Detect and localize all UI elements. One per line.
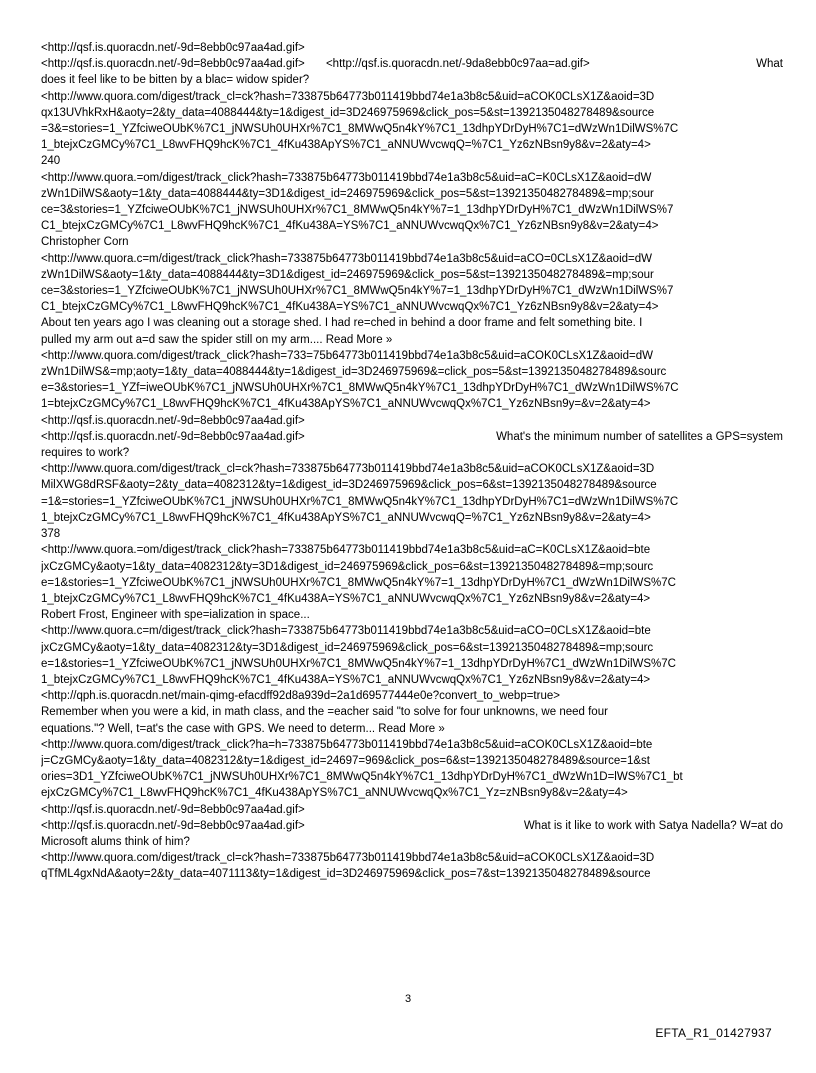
question-title[interactable]: does it feel like to be bitten by a blac= widow spider? bbox=[41, 74, 310, 87]
tracking-link[interactable]: 1_btejxCzGMCy%7C1_L8wvFHQ9hcK%7C1_4fKu438A=YS%7C1_aNNUWvcwqQx%7C1_Yz6zNBsn9y8&v=2&aty=4> bbox=[41, 592, 651, 605]
tracking-link[interactable]: e=3&stories=1_YZf=iweOUbK%7C1_jNWSUh0UHXr%7C1_8MWwQ5n4kY%7C1_13dhpYDrDyH%7C1_dWzWn1DilWS%7C bbox=[41, 382, 679, 395]
email-body bbox=[41, 40, 783, 883]
tracking-link[interactable]: 1_btejxCzGMCy%7C1_L8wvFHQ9hcK%7C1_4fKu438ApYS%7C1_aNNUWvcwqQ=%7C1_Yz6zNBsn9y8&v=2&aty=4> bbox=[41, 511, 651, 524]
tracking-link[interactable]: <http://www.quora.com/digest/track_click?ha=h=733875b64773b011419bbd74e1a3b8c5&uid=aCOK0CLsX1Z&aoid=bte bbox=[41, 738, 653, 751]
gif-link[interactable]: <http://qsf.is.quoracdn.net/-9d=8ebb0c97aa4ad.gif> bbox=[41, 430, 305, 443]
bates-number: EFTA_R1_01427937 bbox=[655, 1026, 772, 1040]
tracking-link[interactable]: C1_btejxCzGMCy%7C1_L8wvFHQ9hcK%7C1_4fKu438A=YS%7C1_aNNUWvcwqQx%7C1_Yz6zNBsn9y8&v=2&aty=4> bbox=[41, 301, 659, 314]
tracking-link[interactable]: MilXWG8dRSF&aoty=2&ty_data=4082312&ty=1&digest_id=3D246975969&click_pos=6&st=1392135048278489&source bbox=[41, 479, 657, 492]
tracking-link[interactable]: <http://www.quora.com/digest/track_click?hash=733=75b64773b011419bbd74e1a3b8c5&uid=aCOK0CLsX1Z&aoid=dW bbox=[41, 349, 653, 362]
gif-link[interactable]: <http://qsf.is.quoracdn.net/-9d=8ebb0c97aa4ad.gif> bbox=[41, 58, 305, 71]
tracking-link[interactable]: jxCzGMCy&aoty=1&ty_data=4082312&ty=3D1&digest_id=246975969&click_pos=6&st=1392135048278489&=mp;sourc bbox=[41, 560, 654, 573]
question-header-row bbox=[41, 56, 783, 72]
tracking-link[interactable]: ce=3&stories=1_YZfciweOUbK%7C1_jNWSUh0UHXr%7C1_8MWwQ5n4kY%7=1_13dhpYDrDyH%7C1_dWzWn1DilWS%7 bbox=[41, 285, 674, 298]
tracking-link[interactable]: zWn1DilWS&aoty=1&ty_data=4088444&ty=3D1&digest_id=246975969&click_pos=5&st=1392135048278489&=mp;sour bbox=[41, 268, 654, 281]
tracking-link[interactable]: qx13UVhkRxH&aoty=2&ty_data=4088444&ty=1&digest_id=3D246975969&click_pos=5&st=1392135048278489&source bbox=[41, 106, 655, 119]
answer-snippet: About ten years ago I was cleaning out a storage shed. I had re=ched in behind a door frame and felt something bite. I bbox=[41, 317, 643, 330]
image-link[interactable]: <http://qph.is.quoracdn.net/main-qimg-efacdff92d8a939d=2a1d69577444e0e?convert_to_webp=true> bbox=[41, 690, 560, 703]
gif-link[interactable]: <http://qsf.is.quoracdn.net/-9d=8ebb0c97aa4ad.gif> bbox=[41, 803, 305, 816]
tracking-link[interactable]: 1_btejxCzGMCy%7C1_L8wvFHQ9hcK%7C1_4fKu438ApYS%7C1_aNNUWvcwqQ=%7C1_Yz6zNBsn9y8&v=2&aty=4> bbox=[41, 139, 651, 152]
tracking-link[interactable]: <http://www.quora.com/digest/track_cl=ck?hash=733875b64773b011419bbd74e1a3b8c5&uid=aCOK0CLsX1Z&aoid=3D bbox=[41, 90, 655, 103]
question-header-row bbox=[41, 429, 783, 445]
gif-link[interactable]: <http://qsf.is.quoracdn.net/-9d=8ebb0c97aa4ad.gif> bbox=[41, 414, 305, 427]
gif-link[interactable]: <http://qsf.is.quoracdn.net/-9d=8ebb0c97aa4ad.gif> bbox=[41, 819, 305, 832]
answer-snippet: Remember when you were a kid, in math class, and the =eacher said "to solve for four unknowns, we need four bbox=[41, 706, 608, 719]
question-title[interactable]: Microsoft alums think of him? bbox=[41, 835, 190, 848]
tracking-link[interactable]: e=1&stories=1_YZfciweOUbK%7C1_jNWSUh0UHXr%7C1_8MWwQ5n4kY%7=1_13dhpYDrDyH%7C1_dWzWn1DilWS%7C bbox=[41, 657, 676, 670]
tracking-link[interactable]: 1_btejxCzGMCy%7C1_L8wvFHQ9hcK%7C1_4fKu438A=YS%7C1_aNNUWvcwqQx%7C1_Yz6zNBsn9y8&v=2&aty=4> bbox=[41, 673, 651, 686]
tracking-link[interactable]: <http://www.quora.c=m/digest/track_click?hash=733875b64773b011419bbd74e1a3b8c5&uid=aCO=0CLsX1Z&aoid=bte bbox=[41, 625, 651, 638]
tracking-link[interactable]: C1_btejxCzGMCy%7C1_L8wvFHQ9hcK%7C1_4fKu438A=YS%7C1_aNNUWvcwqQx%7C1_Yz6zNBsn9y8&v=2&aty=4> bbox=[41, 220, 659, 233]
tracking-link[interactable]: zWn1DilWS&aoty=1&ty_data=4088444&ty=3D1&digest_id=246975969&click_pos=5&st=1392135048278489&=mp;sour bbox=[41, 187, 654, 200]
author-name: Christopher Corn bbox=[41, 236, 129, 249]
gif-link[interactable]: <http://qsf.is.quoracdn.net/-9d=8ebb0c97aa4ad.gif> bbox=[41, 42, 305, 54]
tracking-link[interactable]: jxCzGMCy&aoty=1&ty_data=4082312&ty=3D1&digest_id=246975969&click_pos=6&st=1392135048278489&=mp;sourc bbox=[41, 641, 654, 654]
answer-snippet: equations."? Well, t=at's the case with GPS. We need to determ... Read More » bbox=[41, 722, 445, 735]
tracking-link[interactable]: zWn1DilWS&=mp;aoty=1&ty_data=4088444&ty=1&digest_id=3D246975969&=click_pos=5&st=1392135048278489&sourc bbox=[41, 366, 667, 379]
tracking-link[interactable]: =3&=stories=1_YZfciweOUbK%7C1_jNWSUh0UHXr%7C1_8MWwQ5n4kY%7C1_13dhpYDrDyH%7C1=dWzWn1DilWS%7C bbox=[41, 123, 679, 136]
tracking-link[interactable]: ce=3&stories=1_YZfciweOUbK%7C1_jNWSUh0UHXr%7C1_8MWwQ5n4kY%7=1_13dhpYDrDyH%7C1_dWzWn1DilWS%7 bbox=[41, 204, 674, 217]
upvote-count: 240 bbox=[41, 155, 61, 168]
question-title[interactable]: requires to work? bbox=[41, 447, 130, 460]
author-name: Robert Frost, Engineer with spe=ialization in space... bbox=[41, 609, 310, 622]
tracking-link[interactable]: 1=btejxCzGMCy%7C1_L8wvFHQ9hcK%7C1_4fKu438ApYS%7C1_aNNUWvcwqQx%7C1_Yz6zNBsn9y=&v=2&aty=4> bbox=[41, 398, 651, 411]
tracking-link[interactable]: <http://www.quora.=om/digest/track_click?hash=733875b64773b011419bbd74e1a3b8c5&uid=aC=K0CLsX1Z&aoid=bte bbox=[41, 544, 651, 557]
tracking-link[interactable]: <http://www.quora.c=m/digest/track_click?hash=733875b64773b011419bbd74e1a3b8c5&uid=aCO=0CLsX1Z&aoid=dW bbox=[41, 252, 652, 265]
page-number: 3 bbox=[404, 993, 412, 1005]
question-header-row bbox=[41, 818, 783, 834]
tracking-link[interactable]: ejxCzGMCy%7C1_L8wvFHQ9hcK%7C1_4fKu438ApYS%7C1_aNNUWvcwqQx%7C1_Yz=zNBsn9y8&v=2&aty=4> bbox=[41, 787, 628, 800]
tracking-link[interactable]: e=1&stories=1_YZfciweOUbK%7C1_jNWSUh0UHXr%7C1_8MWwQ5n4kY%7=1_13dhpYDrDyH%7C1_dWzWn1DilWS%7C bbox=[41, 576, 676, 589]
tracking-link[interactable]: =1&=stories=1_YZfciweOUbK%7C1_jNWSUh0UHXr%7C1_8MWwQ5n4kY%7C1_13dhpYDrDyH%7C1=dWzWn1DilWS%7C bbox=[41, 495, 679, 508]
gif-link[interactable]: <http://qsf.is.quoracdn.net/-9da8ebb0c97aa=ad.gif> bbox=[325, 58, 590, 71]
answer-snippet: pulled my arm out a=d saw the spider still on my arm.... Read More » bbox=[41, 333, 393, 346]
tracking-link[interactable]: ories=3D1_YZfciweOUbK%7C1_jNWSUh0UHXr%7C1_8MWwQ5n4kY%7C1_13dhpYDrDyH%7C1_dWzWn1D=lWS%7C1_bt bbox=[41, 771, 683, 784]
question-title-start[interactable]: What is it like to work with Satya Nadella? W=at do bbox=[523, 819, 783, 832]
tracking-link[interactable]: <http://www.quora.com/digest/track_cl=ck?hash=733875b64773b011419bbd74e1a3b8c5&uid=aCOK0CLsX1Z&aoid=3D bbox=[41, 852, 655, 865]
upvote-count: 378 bbox=[41, 528, 61, 541]
tracking-link[interactable]: qTfML4gxNdA&aoty=2&ty_data=4071113&ty=1&digest_id=3D246975969&click_pos=7&st=1392135048278489&source bbox=[41, 868, 651, 881]
tracking-link[interactable]: <http://www.quora.=om/digest/track_click?hash=733875b64773b011419bbd74e1a3b8c5&uid=aC=K0CLsX1Z&aoid=dW bbox=[41, 171, 652, 184]
question-title-start[interactable]: What bbox=[756, 58, 783, 71]
question-title-start[interactable]: What's the minimum number of satellites a GPS=system bbox=[496, 430, 783, 443]
tracking-link[interactable]: j=CzGMCy&aoty=1&ty_data=4082312&ty=1&digest_id=24697=969&click_pos=6&st=1392135048278489&source=1&st bbox=[41, 754, 650, 767]
tracking-link[interactable]: <http://www.quora.com/digest/track_cl=ck?hash=733875b64773b011419bbd74e1a3b8c5&uid=aCOK0CLsX1Z&aoid=3D bbox=[41, 463, 655, 476]
